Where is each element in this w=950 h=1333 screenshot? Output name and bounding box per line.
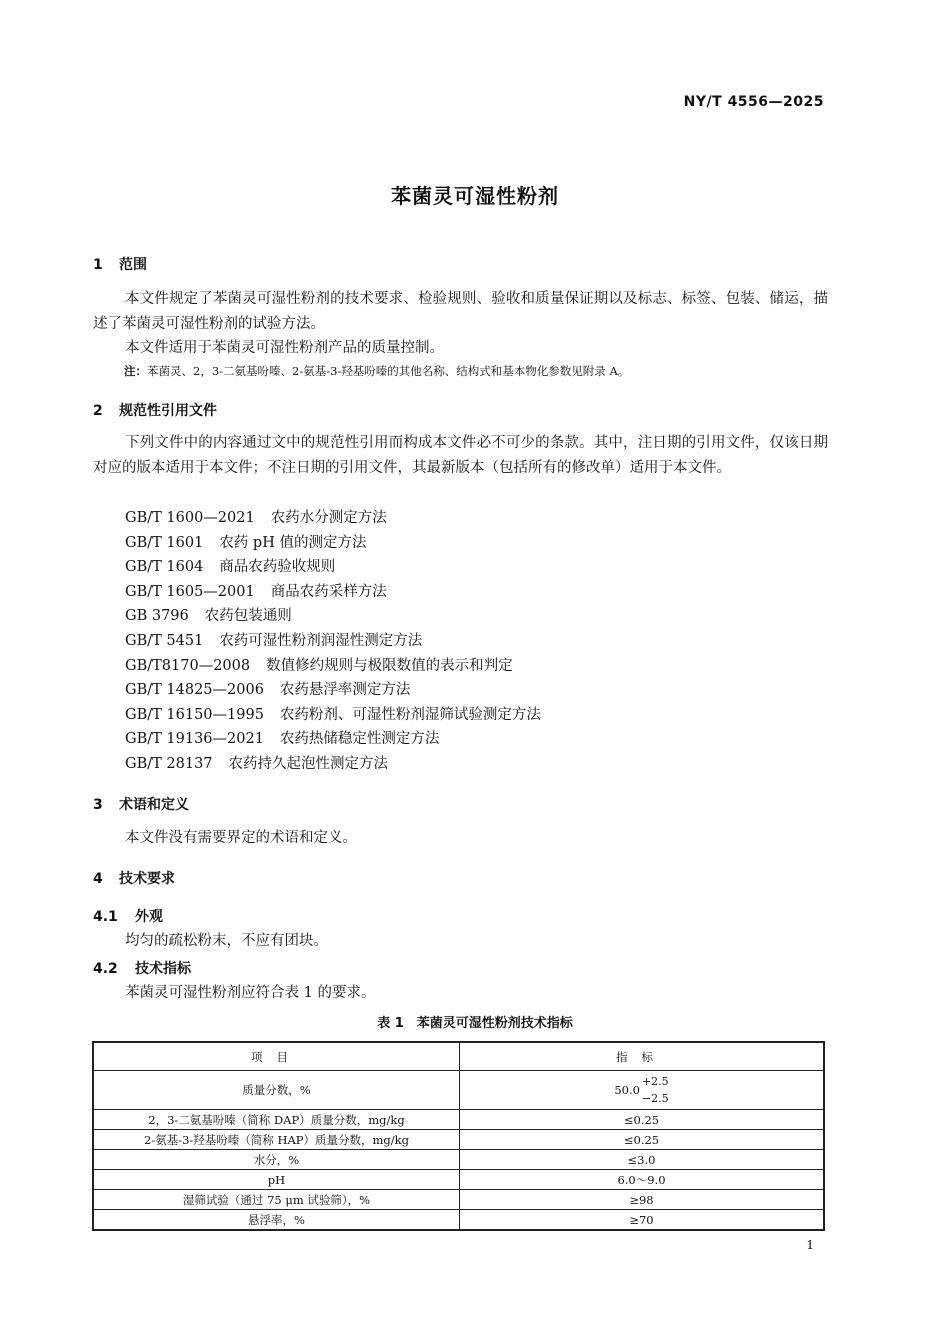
- table-caption: 表 1 苯菌灵可湿性粉剂技术指标: [377, 1016, 573, 1031]
- reference-item: [125, 654, 541, 679]
- paragraph: 本文件规定了苯菌灵可湿性粉剂的技术要求、检验规则、验收和质量保证期以及标志、标签、包装、储运，描述了苯菌灵可湿性粉剂的试验方法。: [93, 291, 828, 332]
- reference-title: 农药包装通则: [204, 608, 292, 625]
- section-number: 4.1: [93, 909, 118, 925]
- value-cell: ≥98: [460, 1190, 825, 1210]
- reference-title: 农药悬浮率测定方法: [279, 682, 411, 699]
- reference-item: [125, 555, 541, 580]
- note: [124, 363, 629, 379]
- table-row: [93, 1150, 824, 1170]
- reference-code: GB/T8170—2008: [125, 657, 251, 674]
- item-cell: 悬浮率，%: [93, 1210, 460, 1231]
- reference-item: [125, 531, 541, 556]
- item-cell: 水分，%: [93, 1150, 460, 1170]
- tolerance-value: [614, 1073, 668, 1107]
- table-row: [93, 1071, 824, 1110]
- reference-item: [125, 752, 541, 777]
- section-heading-1: [93, 254, 147, 274]
- reference-title: 商品农药验收规则: [219, 559, 336, 576]
- section-number: 2: [93, 403, 103, 419]
- standard-number: NY/T 4556—2025: [683, 94, 824, 110]
- reference-title: 农药可湿性粉剂润湿性测定方法: [219, 632, 423, 649]
- section-number: 1: [93, 257, 103, 273]
- reference-code: GB/T 16150—1995: [125, 706, 264, 723]
- value-cell: ≤3.0: [460, 1150, 825, 1170]
- table-row: [93, 1210, 824, 1231]
- section-title: 范围: [119, 257, 147, 273]
- reference-title: 数值修约规则与极限数值的表示和判定: [266, 657, 513, 674]
- table-row: [93, 1130, 824, 1150]
- reference-code: GB/T 28137: [125, 755, 213, 772]
- reference-title: 农药粉剂、可湿性粉剂湿筛试验测定方法: [279, 706, 541, 723]
- table-header-row: [93, 1042, 824, 1071]
- value-cell: ≤0.25: [460, 1130, 825, 1150]
- value-cell: ≤0.25: [460, 1110, 825, 1130]
- reference-item: [125, 703, 541, 728]
- reference-item: [125, 678, 541, 703]
- reference-code: GB 3796: [125, 608, 189, 625]
- section-title: 外观: [135, 909, 163, 925]
- item-cell: 2-氨基-3-羟基吩嗪（简称 HAP）质量分数，mg/kg: [93, 1130, 460, 1150]
- item-cell: 湿筛试验（通过 75 μm 试验筛），%: [93, 1190, 460, 1210]
- reference-title: 农药持久起泡性测定方法: [228, 755, 389, 772]
- table-row: [93, 1170, 824, 1190]
- section-title: 术语和定义: [119, 797, 189, 813]
- note-label: 注：: [124, 364, 147, 378]
- reference-code: GB/T 1605—2001: [125, 583, 255, 600]
- section-heading-2: [93, 400, 217, 420]
- reference-item: [125, 727, 541, 752]
- section-number: 3: [93, 797, 103, 813]
- reference-code: GB/T 5451: [125, 632, 204, 649]
- section-heading-4-2: [93, 958, 191, 978]
- item-cell: 质量分数，%: [93, 1071, 460, 1110]
- paragraph: 均匀的疏松粉末，不应有团块。: [125, 933, 328, 949]
- header-item: 项目: [93, 1042, 460, 1071]
- base-value: 50.0: [614, 1083, 640, 1097]
- reference-title: 农药 pH 值的测定方法: [219, 534, 367, 551]
- reference-code: GB/T 1601: [125, 534, 204, 551]
- section-number: 4: [93, 871, 103, 887]
- reference-list: [125, 506, 541, 777]
- table-row: [93, 1190, 824, 1210]
- reference-item: [125, 604, 541, 629]
- reference-item: [125, 506, 541, 531]
- paragraph: 本文件适用于苯菌灵可湿性粉剂产品的质量控制。: [125, 340, 444, 356]
- plus-tolerance: +2.5: [641, 1075, 669, 1088]
- reference-item: [125, 580, 541, 605]
- section-heading-3: [93, 794, 189, 814]
- header-value: 指标: [460, 1042, 825, 1071]
- reference-code: GB/T 19136—2021: [125, 731, 264, 748]
- section-title: 规范性引用文件: [119, 403, 217, 419]
- reference-code: GB/T 1600—2021: [125, 510, 255, 526]
- reference-title: 农药热储稳定性测定方法: [279, 731, 440, 748]
- table-row: [93, 1110, 824, 1130]
- reference-title: 商品农药采样方法: [270, 583, 387, 600]
- minus-tolerance: −2.5: [641, 1092, 669, 1105]
- paragraph: 苯菌灵可湿性粉剂应符合表 1 的要求。: [125, 985, 376, 1001]
- paragraph: 本文件没有需要界定的术语和定义。: [125, 830, 357, 846]
- section-title: 技术要求: [119, 871, 175, 887]
- value-cell: 6.0～9.0: [460, 1170, 825, 1190]
- page-number: 1: [806, 1238, 814, 1252]
- value-cell: ≥70: [460, 1210, 825, 1231]
- item-cell: 2，3-二氨基吩嗪（简称 DAP）质量分数，mg/kg: [93, 1110, 460, 1130]
- section-heading-4-1: [93, 906, 163, 926]
- value-cell: [460, 1071, 825, 1110]
- reference-title: 农药水分测定方法: [270, 510, 387, 526]
- section-title: 技术指标: [135, 961, 191, 977]
- section-heading-4: [93, 868, 175, 888]
- reference-code: GB/T 1604: [125, 559, 204, 576]
- item-cell: pH: [93, 1170, 460, 1190]
- reference-item: [125, 629, 541, 654]
- document-title: 苯菌灵可湿性粉剂: [391, 184, 559, 208]
- spec-table: [92, 1041, 825, 1231]
- note-text: 苯菌灵、2，3-二氨基吩嗪、2-氨基-3-羟基吩嗪的其他名称、结构式和基本物化参数见附录 A。: [147, 364, 630, 378]
- paragraph: 下列文件中的内容通过文中的规范性引用而构成本文件必不可少的条款。其中，注日期的引用文件，仅该日期对应的版本适用于本文件；不注日期的引用文件，其最新版本（包括所有的修改单）适用于本文件。: [93, 435, 828, 476]
- section-number: 4.2: [93, 961, 118, 977]
- reference-code: GB/T 14825—2006: [125, 682, 264, 699]
